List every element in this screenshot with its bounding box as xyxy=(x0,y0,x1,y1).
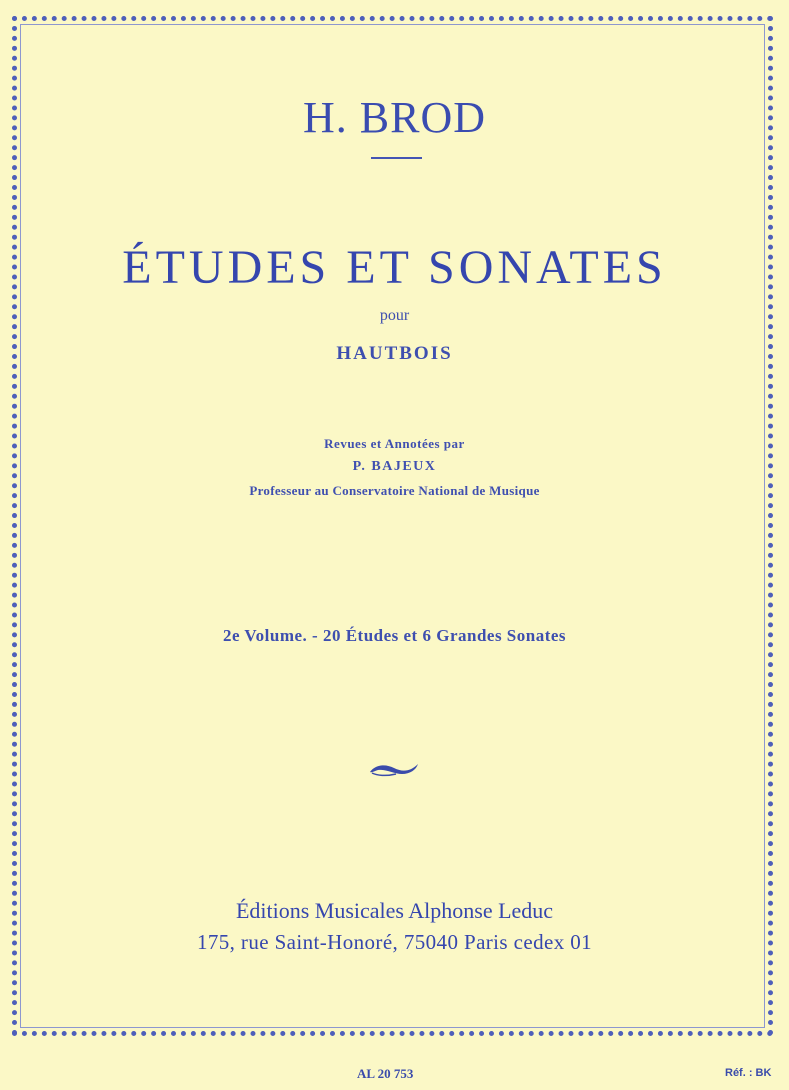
catalog-number: AL 20 753 xyxy=(357,1066,414,1081)
publisher-name: Éditions Musicales Alphonse Leduc xyxy=(235,898,554,923)
title-divider xyxy=(371,157,422,159)
instrument-name: HAUTBOIS xyxy=(336,343,453,364)
editor-role: Professeur au Conservatoire National de Musique xyxy=(249,483,540,498)
work-title: ÉTUDES ET SONATES xyxy=(122,241,667,294)
reference-code: Réf. : BK xyxy=(725,1067,772,1079)
publisher-address: 175, rue Saint-Honoré, 75040 Paris cedex 01 xyxy=(196,930,593,954)
flourish-ornament-icon xyxy=(366,760,422,778)
revision-note: Revues et Annotées par xyxy=(324,436,465,451)
pour-label: pour xyxy=(379,307,410,324)
inner-border-line xyxy=(20,24,765,1028)
editor-name: P. BAJEUX xyxy=(352,459,437,474)
composer-name: H. BROD xyxy=(302,93,487,142)
volume-description: 2e Volume. - 20 Études et 6 Grandes Sonates xyxy=(222,626,567,645)
